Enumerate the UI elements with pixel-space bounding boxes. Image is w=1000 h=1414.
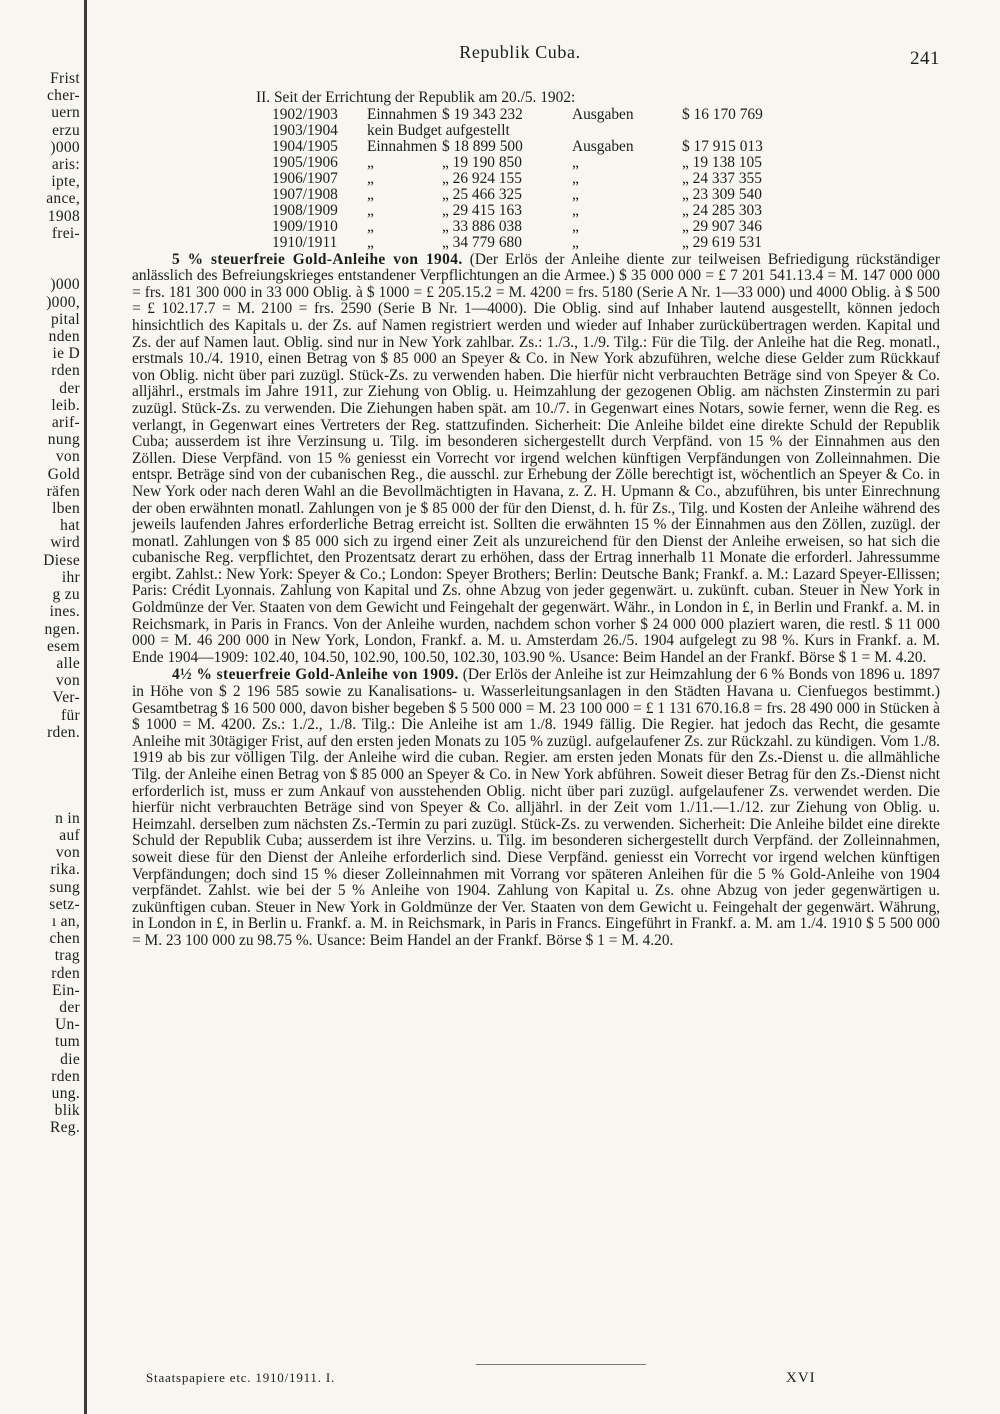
expense-value: „ 24 337 355 <box>682 169 762 187</box>
fragment-line: arif- <box>51 414 80 432</box>
fragment-line: sung <box>49 878 80 896</box>
fragment-line: Ver- <box>52 689 80 707</box>
fragment-line: )000, <box>46 293 80 311</box>
column-gutter-line <box>84 0 87 1414</box>
expense-value: „ 29 907 346 <box>682 217 762 235</box>
budget-row <box>272 235 802 251</box>
fragment-line: ance, <box>46 190 80 208</box>
fragment-line: Un- <box>54 1016 80 1034</box>
budget-row <box>272 155 802 171</box>
loan-1904-heading: 5 % steuerfreie Gold-Anleihe von 1904. <box>172 250 463 268</box>
fragment-line: Ein- <box>52 981 80 999</box>
fragment-line: Reg. <box>49 1119 80 1137</box>
fragment-line: 1908 <box>47 207 80 225</box>
fragment-line: von <box>55 448 80 466</box>
fragment-line: ı an, <box>51 912 80 930</box>
budget-year: 1903/1904 <box>272 121 338 139</box>
fragment-line: g zu <box>52 586 80 604</box>
income-label: Einnahmen <box>367 137 438 155</box>
page-footer <box>146 1364 900 1394</box>
budget-row <box>272 203 802 219</box>
expense-value <box>682 123 802 139</box>
income-value: „ 34 779 680 <box>442 233 522 251</box>
income-value: „ 29 415 163 <box>442 201 522 219</box>
running-title: Republik Cuba. <box>459 42 581 62</box>
fragment-line <box>0 741 80 758</box>
expense-value: „ 23 309 540 <box>682 185 762 203</box>
budget-year: 1909/1910 <box>272 217 338 235</box>
page-header <box>100 42 940 72</box>
fragment-line: esem <box>46 637 80 655</box>
income-value: „ 25 466 325 <box>442 185 522 203</box>
fragment-line: der <box>59 379 80 397</box>
income-label: „ <box>367 201 374 219</box>
fragment-line: ines. <box>49 603 80 621</box>
expense-label: „ <box>572 201 579 219</box>
budget-year: 1910/1911 <box>272 233 338 251</box>
budget-row <box>272 123 802 139</box>
page-number: 241 <box>910 48 940 69</box>
fragment-line: nung <box>47 431 80 449</box>
income-value: $ 19 343 232 <box>442 105 523 123</box>
income-label: „ <box>367 153 374 171</box>
income-label: „ <box>367 185 374 203</box>
loan-1909-text: (Der Erlös der Anleihe ist zur Heimzahlung der 6 % Bonds von 1896 u. 1897 in Höhe von $ 2 196 585 sowie zu Kanalisations- u. Wasserleitungsanlagen in den Städten Havana u. Cienfuegos bestimmt.) Gesamtbetrag $ 16 500 000, davon bisher begeben $ 5 500 000 = M. 23 100 000 = £ 1 131 670.16.8 = frs. 28 490 000 in Stücken à $ 1000 = M. 4200. Zs.: 1./2., 1./8. Tilg.: Die Anleihe ist am 1./8. 1949 fällig. Die Regier. hat jedoch das Recht, die gesamte Anleihe mit 30tägiger Frist, auf den ersten jeden Monats zu 105 % zuzügl. aufgelaufener Zs. zur Rückzahl. zu kündigen. Vom 1./8. 1919 ab bis zur völligen Tilg. der Anleihe wird die cuban. Regier. am ersten jeden Monats für den Zs.-Dienst u. die allmähliche Tilg. der Anleihe einen Betrag von $ 85 000 an Speyer & Co. in New York abführen. Soweit dieser Betrag für den Zs.-Dienst nicht erforderlich ist, muss er zum Ankauf von ausstehenden Oblig. nicht über pari zuzügl. aufgelaufener Zs. verwendet werden. Die hierfür nicht verbrauchten Beträge sind von Speyer & Co. alljährl. in der Zeit vom 1./11.—1./12. zur Ziehung von Oblig. u. Heimzahl. derselben zum nächsten Zs.-Termin zu pari zuzügl. Stück-Zs. zu verwenden. Sicherheit: Die Anleihe bildet eine direkte Schuld der Republik Cuba; ausserdem ist ihre Verzins. u. Tilg. im besonderen sichergestellt durch Verpfänd. der Zolleinnahmen, soweit diese für den Dienst der Anleihe erforderlich sind. Diese Verpfänd. geniesst ein Vorrecht vor irgend welchen künftigen Verpfändungen; doch sind 15 % dieser Zolleinnahmen mit Vorrang vor späteren Anleihen für die 5 % Gold-Anleihe von 1904 verpfändet. Zahlst. wie bei der 5 % Anleihe von 1904. Zahlung von Kapital u. Zs. ohne Abzug von jeder gegenwärtigen u. zukünftigen cuban. Steuer in New York in Goldmünze der Ver. Staaten von dem Gewicht u. Feingehalt der gegenwärt. Währung, in London in £, in Berlin u. Frankf. a. M. in Reichsmark, in Paris in Francs. Eingeführt in Frankf. a. M. am 1./4. 1910 $ 5 500 000 = M. 23 100 000 zu 98.75 %. Usance: Beim Handel an der Frankf. Börse $ 1 = M. 4.20. <box>132 666 940 949</box>
adjacent-page-fragments <box>0 70 80 1137</box>
income-label: „ <box>367 169 374 187</box>
fragment-line <box>0 793 80 810</box>
fragment-line: aris: <box>51 156 80 174</box>
expense-value: „ 19 138 105 <box>682 153 762 171</box>
fragment-line: chen <box>49 930 80 948</box>
fragment-line: rden <box>51 1067 80 1085</box>
fragment-line: tum <box>54 1033 80 1051</box>
fragment-line: Diese <box>43 551 80 569</box>
fragment-line <box>0 775 80 792</box>
budget-year: 1904/1905 <box>272 137 338 155</box>
expense-label: „ <box>572 217 579 235</box>
expense-label: „ <box>572 169 579 187</box>
fragment-line: ie D <box>52 345 80 363</box>
budget-row <box>272 187 802 203</box>
budget-row <box>272 107 802 123</box>
income-label: kein Budget aufgestellt <box>367 121 510 139</box>
fragment-line: von <box>55 672 80 690</box>
fragment-line: der <box>59 998 80 1016</box>
fragment-line: auf <box>59 826 80 844</box>
fragment-line: ung. <box>51 1084 80 1102</box>
expense-label: Ausgaben <box>572 105 634 123</box>
fragment-line: rden <box>51 362 80 380</box>
budget-year: 1908/1909 <box>272 201 338 219</box>
fragment-line: ngen. <box>44 620 80 638</box>
fragment-line: räfen <box>46 482 80 500</box>
fragment-line: frei- <box>51 224 80 242</box>
fragment-line: für <box>61 706 80 724</box>
loan-1904-paragraph <box>132 252 940 667</box>
expense-value: „ 29 619 531 <box>682 233 762 251</box>
budget-table <box>272 107 802 251</box>
signature-mark: XVI <box>786 1370 816 1386</box>
income-label: „ <box>367 233 374 251</box>
fragment-line: leib. <box>51 396 80 414</box>
budget-row <box>272 139 802 155</box>
budget-row <box>272 219 802 235</box>
income-value: $ 18 899 500 <box>442 137 523 155</box>
fragment-line: )000 <box>50 276 80 294</box>
fragment-line: ipte, <box>51 173 80 191</box>
fragment-line <box>0 758 80 775</box>
fragment-line: ihr <box>61 568 80 586</box>
expense-value: „ 24 285 303 <box>682 201 762 219</box>
income-value: „ 33 886 038 <box>442 217 522 235</box>
fragment-line: nden <box>48 328 80 346</box>
budget-row <box>272 171 802 187</box>
fragment-line: uern <box>51 104 80 122</box>
main-text <box>132 90 940 950</box>
fragment-line: cher- <box>46 87 80 105</box>
loan-1909-paragraph <box>132 667 940 949</box>
expense-label: „ <box>572 185 579 203</box>
expense-label: Ausgaben <box>572 137 634 155</box>
loan-1909-heading: 4½ % steuerfreie Gold-Anleihe von 1909. <box>172 666 459 684</box>
expense-label <box>572 123 682 139</box>
fragment-line: lben <box>52 500 80 518</box>
fragment-line: von <box>55 844 80 862</box>
footer-source: Staatspapiere etc. 1910/1911. I. <box>146 1370 336 1385</box>
fragment-line: Frist <box>50 70 80 87</box>
fragment-line: rden <box>51 964 80 982</box>
fragment-line: erzu <box>52 121 80 139</box>
budget-intro: II. Seit der Errichtung der Republik am 20./5. 1902: <box>256 89 576 106</box>
expense-label: „ <box>572 233 579 251</box>
fragment-line: rika. <box>50 861 80 879</box>
budget-year: 1906/1907 <box>272 169 338 187</box>
income-value: „ 26 924 155 <box>442 169 522 187</box>
fragment-line: blik <box>54 1102 80 1120</box>
fragment-line: pital <box>50 310 80 328</box>
fragment-line: trag <box>54 947 80 965</box>
expense-value: $ 17 915 013 <box>682 137 763 155</box>
fragment-line: hat <box>60 517 80 535</box>
fragment-line: )000 <box>50 138 80 156</box>
budget-year: 1905/1906 <box>272 153 338 171</box>
budget-year: 1907/1908 <box>272 185 338 203</box>
fragment-line: alle <box>56 654 80 672</box>
income-value: „ 19 190 850 <box>442 153 522 171</box>
fragment-line: rden. <box>47 723 80 741</box>
fragment-line: Gold <box>47 465 80 483</box>
fragment-line <box>0 242 80 259</box>
fragment-line: setz- <box>49 895 80 913</box>
loan-1904-text: (Der Erlös der Anleihe diente zur teilweisen Befriedigung rückständiger anlässlich des Befreiungskrieges entstandener Verpflichtungen an die Armee.) $ 35 000 000 = £ 7 201 541.13.4 = M. 147 000 000 = frs. 181 300 000 in 33 000 Oblig. à $ 1000 = £ 205.15.2 = M. 4200 = frs. 5180 (Serie A Nr. 1—33 000) und 4000 Oblig. à $ 500 = £ 102.17.7 = M. 2100 = frs. 2590 (Serie B Nr. 1—4000). Die Oblig. sind auf Inhaber lautend ausgestellt, können jedoch hinsichtlich des Kapitals u. der Zs. auf Namen registriert werden und wieder auf Inhaber zurückübertragen werden. Kapital und Zs. der auf Namen laut. Oblig. sind nur in New York zahlbar. Zs.: 1./3., 1./9. Tilg.: Für die Tilg. der Anleihe hat die Reg. monatl., erstmals 10./4. 1910, einen Betrag von $ 85 000 an Speyer & Co. in New York abzuführen, welche diese Gelder zum Rückkauf von Oblig. nicht über pari zuzügl. Stück-Zs. zu verwenden haben. Die hierfür nicht verbrauchten Beträge sind von Speyer & Co. alljährl., erstmals im Jahre 1911, zur Ziehung von Oblig. u. Heimzahlung der gezogenen Oblig. am nächsten Zinstermin zu pari zuzügl. Stück-Zs. zu verwenden. Die Ziehungen haben spät. am 10./7. in Gegenwart eines Notars, sowie ferner, wenn die Reg. es verlangt, in Gegenwart eines Vertreters der Reg. stattzufinden. Sicherheit: Die Anleihe bildet eine direkte Schuld der Republik Cuba; ausserdem ist ihre Verzinsung u. Tilg. im besonderen sichergestellt durch Verpfänd. von 15 % der Einnahmen aus den Zöllen. Diese Verpfänd. von 15 % geniesst ein Vorrecht vor irgend welchen künftigen Verpfändungen von Zolleinnahmen. Die entspr. Beträge sind von der cubanischen Reg., die ausschl. zur Erhebung der Zölle berechtigt ist, wöchentlich an Speyer & Co. in New York oder nach deren Wahl an die Bevollmächtigten in Havana, z. Z. H. Upmann & Co., abzuführen, bis unter Einrechnung der oben erwähnten monatl. Zahlungen von je $ 85 000 der für den Dienst, d. h. für Zs., Tilg. und Kosten der Anleihe während des jeweils laufenden Jahres erforderliche Betrag erreicht ist. Sollten die erwähnten 15 % der Einnahmen aus den Zöllen, zuzügl. der monatl. Zahlungen von $ 85 000 sich zu irgend einer Zeit als unzureichend für den Dienst der Anleihe erweisen, so hat sich die cubanische Reg. verpflichtet, den Prozentsatz derart zu erhöhen, dass der Ertrag innerhalb 11 Monate die erforderl. Jahressumme ergibt. Zahlst.: New York: Speyer & Co.; London: Speyer Brothers; Berlin: Deutsche Bank; Frankf. a. M.: Lazard Speyer-Ellissen; Paris: Crédit Lyonnais. Zahlung von Kapital und Zs. ohne Abzug von jeder gegenwärt. u. zukünft. cuban. Steuer in New York in Goldmünze der Ver. Staaten von dem Gewicht und Feingehalt der gegenwärt. Währ., in London in £, in Berlin und Frankf. a. M. in Reichsmark, in Paris in Francs. Von der Anleihe wurden, nachdem schon vorher $ 24 000 000 plaziert waren, die restl. $ 11 000 000 = M. 46 200 000 in New York, London, Frankf. a. M. u. Amsterdam 26./5. 1904 aufgelegt zu 98 %. Kurs in Frankf. a. M. Ende 1904—1909: 102.40, 104.50, 102.90, 100.50, 102.30, 103.90 %. Usance: Beim Handel an der Frankf. Börse $ 1 = M. 4.20. <box>132 250 940 666</box>
expense-label: „ <box>572 153 579 171</box>
income-label: Einnahmen <box>367 105 438 123</box>
expense-value: $ 16 170 769 <box>682 105 763 123</box>
fragment-line <box>0 259 80 276</box>
budget-year: 1902/1903 <box>272 105 338 123</box>
fragment-line: die <box>60 1050 80 1068</box>
fragment-line: n in <box>55 809 80 827</box>
footer-rule <box>476 1364 646 1365</box>
fragment-line: wird <box>50 534 80 552</box>
income-label: „ <box>367 217 374 235</box>
